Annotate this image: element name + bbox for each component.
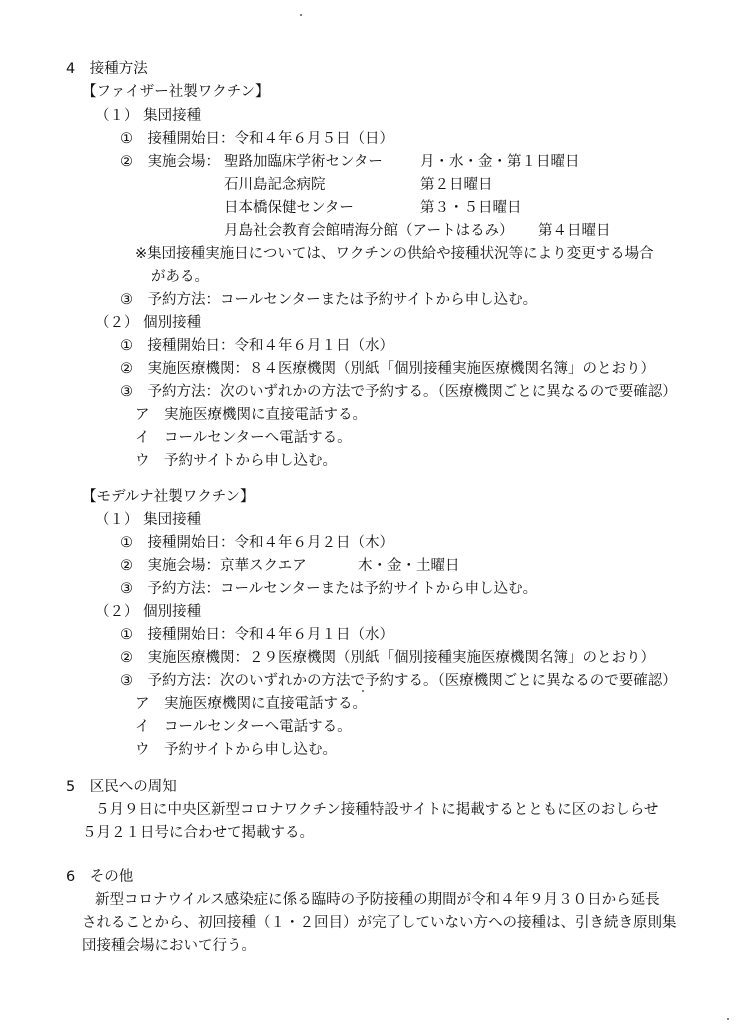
moderna-group-venue: ② 実施会場：京華スクエア (120, 558, 307, 574)
moderna-group-venue-days: 木・金・土曜日 (358, 558, 460, 574)
moderna-option-u: ウ 予約サイトから申し込む。 (135, 742, 337, 758)
moderna-group-reservation: ③ 予約方法：コールセンターまたは予約サイトから申し込む。 (120, 581, 538, 597)
pfizer-venue-3: 日本橋保健センター (224, 200, 354, 216)
pfizer-option-i: イ コールセンターへ電話する。 (135, 430, 352, 446)
pfizer-option-a: ア 実施医療機関に直接電話する。 (135, 407, 367, 423)
pfizer-venue-4-days: 第４日曜日 (538, 223, 611, 239)
pfizer-individual-institutions: ② 実施医療機関：８４医療機関（別紙「個別接種実施医療機関名簿」のとおり） (120, 361, 655, 377)
section-6-line-2: されることから、初回接種（１・２回目）が完了していない方への接種は、引き続き原則集 (82, 915, 677, 931)
pfizer-venue-1-days: 月・水・金・第１日曜日 (420, 154, 580, 170)
moderna-title: 【モデルナ社製ワクチン】 (82, 489, 255, 505)
pfizer-note-line-2: がある。 (151, 269, 209, 285)
pfizer-venue-label: ② 実施会場： (120, 154, 220, 170)
moderna-group-start: ① 接種開始日：令和４年６月２日（木） (120, 535, 394, 551)
section-5-line-2: ５月２１日号に合わせて掲載する。 (82, 825, 314, 841)
moderna-individual-institutions: ② 実施医療機関：２９医療機関（別紙「個別接種実施医療機関名簿」のとおり） (120, 650, 655, 666)
pfizer-individual-label: （２） 個別接種 (95, 315, 202, 331)
moderna-option-a: ア 実施医療機関に直接電話する。 (135, 696, 367, 712)
moderna-option-i: イ コールセンターへ電話する。 (135, 719, 352, 735)
section-6-heading: 6 その他 (66, 869, 134, 885)
pfizer-note-line-1: ※集団接種実施日については、ワクチンの供給や接種状況等により変更する場合 (135, 246, 654, 262)
moderna-individual-label: （２） 個別接種 (95, 604, 202, 620)
pfizer-group-reservation: ③ 予約方法：コールセンターまたは予約サイトから申し込む。 (120, 292, 538, 308)
scan-speck (727, 1018, 729, 1020)
pfizer-group-start: ① 接種開始日：令和４年６月５日（日） (120, 131, 394, 147)
pfizer-group-label: （１） 集団接種 (95, 108, 202, 124)
section-5-heading: 5 区民への周知 (66, 779, 177, 795)
section-6-line-3: 団接種会場において行う。 (82, 938, 256, 954)
moderna-individual-start: ① 接種開始日：令和４年６月１日（水） (120, 627, 394, 643)
pfizer-individual-start: ① 接種開始日：令和４年６月１日（水） (120, 338, 394, 354)
pfizer-title: 【ファイザー社製ワクチン】 (82, 84, 270, 100)
pfizer-venue-3-days: 第３・５日曜日 (420, 200, 522, 216)
scan-speck (362, 690, 364, 692)
pfizer-individual-reservation: ③ 予約方法：次のいずれかの方法で予約する。（医療機関ごとに異なるので要確認） (120, 384, 677, 400)
section-4-heading: 4 接種方法 (66, 61, 148, 77)
section-6-line-1: 新型コロナウイルス感染症に係る臨時の予防接種の期間が令和４年９月３０日から延長 (95, 892, 660, 908)
moderna-group-label: （１） 集団接種 (95, 512, 202, 528)
section-5-line-1: ５月９日に中央区新型コロナワクチン接種特設サイトに掲載するとともに区のおしらせ (95, 802, 659, 818)
moderna-individual-reservation: ③ 予約方法：次のいずれかの方法で予約する。（医療機関ごとに異なるので要確認） (120, 673, 677, 689)
scan-speck (300, 14, 302, 16)
pfizer-venue-1: 聖路加臨床学術センター (224, 154, 383, 170)
pfizer-option-u: ウ 予約サイトから申し込む。 (135, 453, 337, 469)
pfizer-venue-4: 月島社会教育会館晴海分館（アートはるみ） (224, 223, 514, 239)
pfizer-venue-2: 石川島記念病院 (224, 177, 326, 193)
pfizer-venue-2-days: 第２日曜日 (420, 177, 493, 193)
